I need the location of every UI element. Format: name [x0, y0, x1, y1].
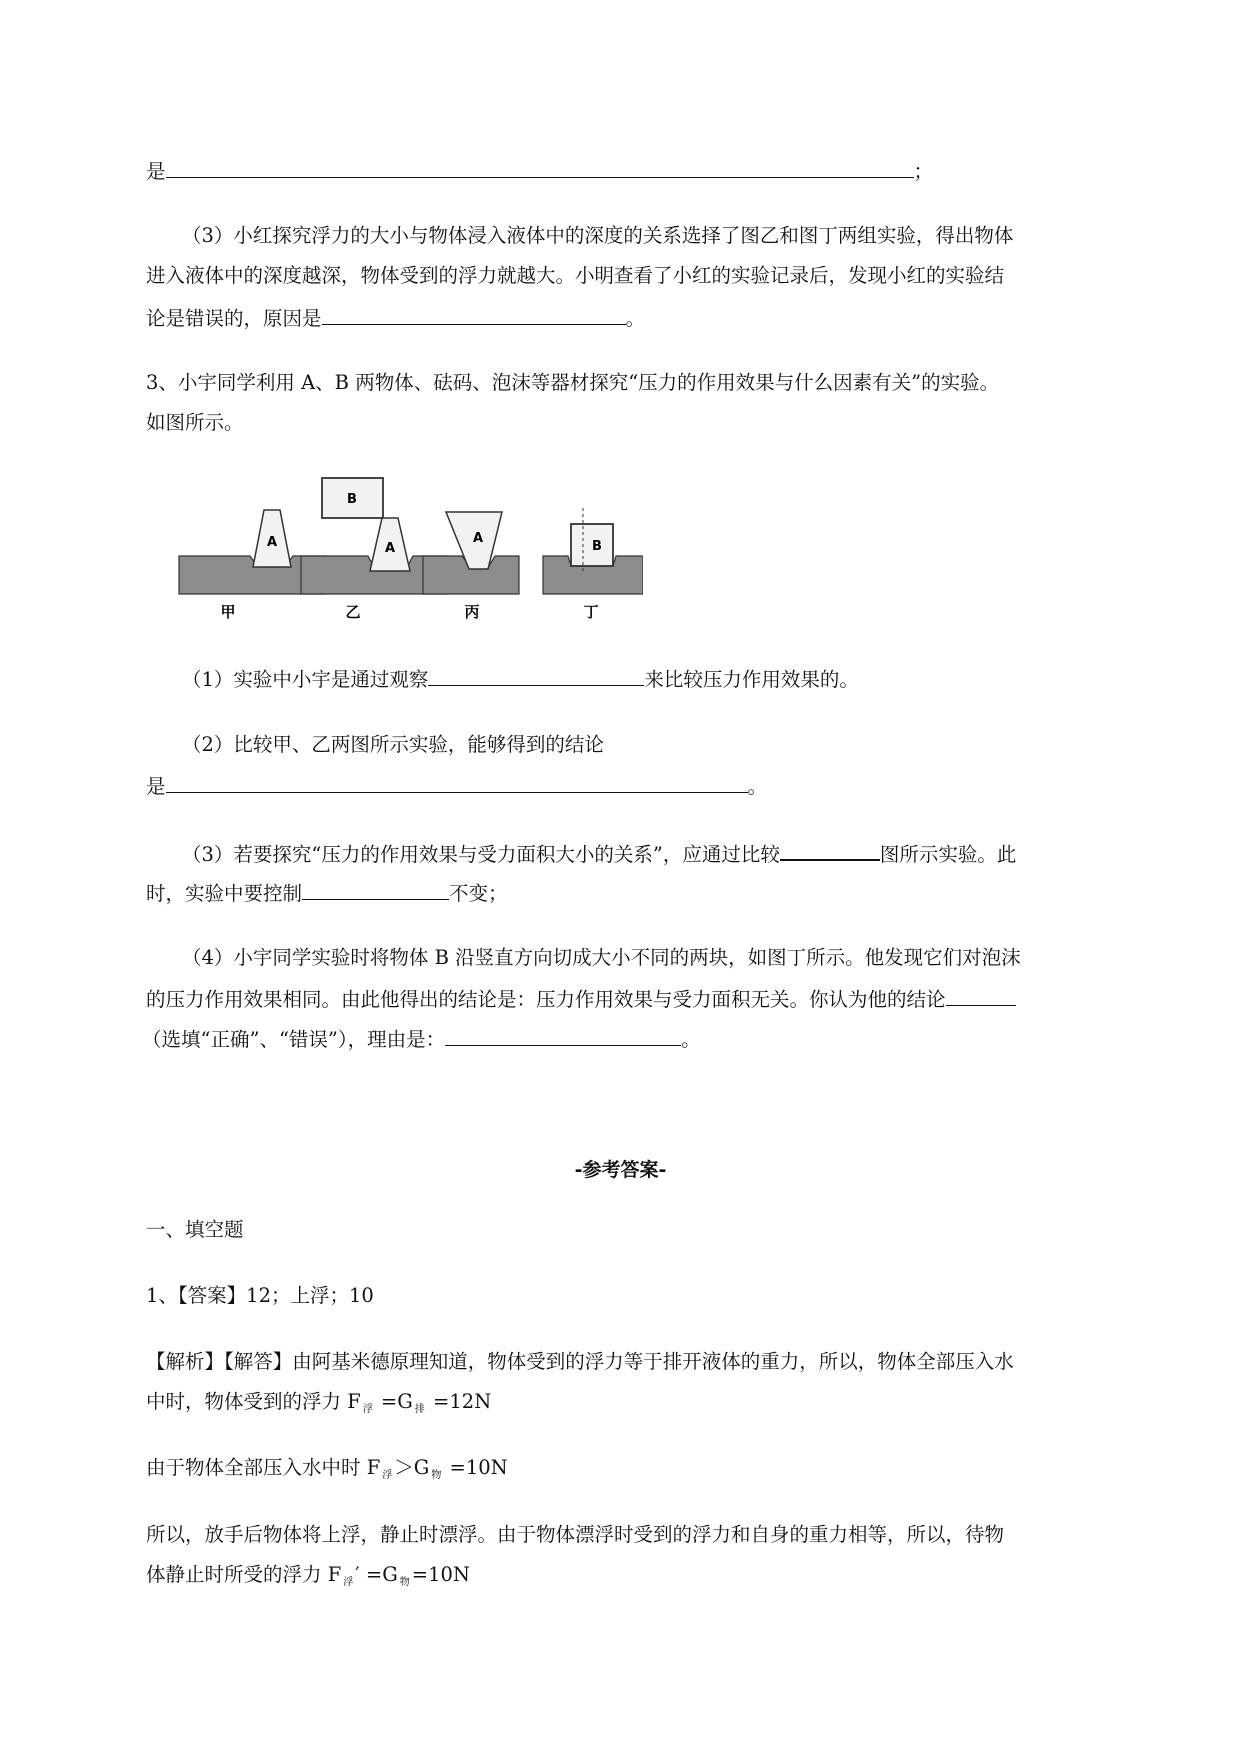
answer-1: 1、【答案】12；上浮；10: [146, 1284, 374, 1307]
section-heading: 一、填空题: [146, 1218, 244, 1241]
q3-part4-line3: [142, 1023, 701, 1055]
caption-yi: 乙: [345, 603, 361, 621]
answer-blank[interactable]: [166, 155, 914, 178]
text: 论是错误的，原因是: [146, 307, 322, 330]
text: =10N: [411, 1563, 470, 1586]
q3-part3-line2: [146, 877, 508, 909]
text: 时，实验中要控制: [146, 882, 303, 905]
text: （选填“正确”、“错误”），理由是：: [142, 1028, 446, 1051]
object-b-label: B: [592, 539, 602, 554]
q2-answer-line: [146, 155, 933, 187]
text: 不变；: [449, 882, 508, 905]
experiment-figure: [173, 474, 643, 624]
q3-intro-line2: 如图所示。: [146, 411, 244, 434]
subscript: 浮: [343, 1577, 354, 1588]
text: 。: [681, 1028, 701, 1051]
text: 。: [625, 307, 646, 330]
q3-part1: [182, 663, 859, 695]
text: 中时，物体受到的浮力 F: [146, 1390, 361, 1413]
answer-blank[interactable]: [302, 877, 449, 900]
text: ；: [913, 160, 934, 183]
q3-part4-line2: [146, 983, 1016, 1015]
text: =G: [374, 1390, 413, 1413]
analysis-line1: 【解析】【解答】由阿基米德原理知道，物体受到的浮力等于排开液体的重力，所以，物体全部压入水: [146, 1350, 1014, 1373]
caption-jia: 甲: [220, 603, 236, 621]
subscript: 浮: [382, 1470, 393, 1481]
answers-title: -参考答案-: [574, 1159, 667, 1181]
q3-part2-line2: [146, 770, 767, 802]
subscript: 浮: [362, 1404, 373, 1415]
text: =12N: [426, 1390, 492, 1413]
q2-part3-line1: （3）小红探究浮力的大小与物体浸入液体中的深度的关系选择了图乙和图丁两组实验，得出物体: [182, 224, 1014, 247]
panel-bing: [423, 512, 519, 621]
analysis-line4: 所以，放手后物体将上浮，静止时漂浮。由于物体漂浮时受到的浮力和自身的重力相等，所以，待物: [146, 1523, 1005, 1546]
answer-blank[interactable]: [445, 1023, 681, 1046]
object-a-label: A: [266, 535, 278, 550]
q2-part3-line3: [146, 302, 645, 334]
q3-intro-line1: 3、小宇同学利用 A、B 两物体、砝码、泡沫等器材探究“压力的作用效果与什么因素有关”的实验。: [146, 371, 1000, 394]
panel-ding: [543, 508, 643, 621]
q3-part2-line1: （2）比较甲、乙两图所示实验，能够得到的结论: [182, 733, 604, 756]
text: =10N: [443, 1456, 508, 1479]
answer-blank[interactable]: [322, 302, 626, 325]
text: 图所示实验。此: [879, 843, 1017, 866]
text: ′ =G: [355, 1563, 398, 1586]
answer-blank[interactable]: [428, 663, 644, 686]
text: （1）实验中小宇是通过观察: [182, 668, 429, 691]
answer-blank[interactable]: [780, 837, 880, 861]
subscript: 排: [414, 1404, 425, 1415]
text: 体静止时所受的浮力 F: [146, 1563, 342, 1586]
q3-part3-line1: [182, 837, 1016, 870]
q3-part4-line1: （4）小宇同学实验时将物体 B 沿竖直方向切成大小不同的两块，如图丁所示。他发现它们对泡沫: [182, 946, 1021, 969]
text: 是: [146, 775, 166, 798]
caption-bing: 丙: [464, 603, 480, 621]
answer-blank[interactable]: [166, 770, 748, 793]
object-b-label: B: [347, 492, 357, 507]
analysis-line5: [146, 1560, 470, 1598]
object-a-label: A: [472, 531, 484, 546]
panel-yi: [301, 478, 448, 621]
text: ＞G: [394, 1456, 430, 1479]
text: 的压力作用效果相同。由此他得出的结论是：压力作用效果与受力面积无关。你认为他的结论: [146, 988, 946, 1011]
analysis-line3: [146, 1453, 508, 1491]
answer-blank[interactable]: [946, 983, 1016, 1006]
caption-ding: 丁: [583, 603, 599, 621]
text: 来比较压力作用效果的。: [644, 668, 859, 691]
text: 。: [747, 775, 768, 798]
subscript: 物: [431, 1470, 442, 1481]
text: （3）若要探究“压力的作用效果与受力面积大小的关系”，应通过比较: [182, 843, 780, 866]
text: 是: [146, 160, 166, 183]
object-a-label: A: [384, 541, 396, 556]
q2-part3-line2: 进入液体中的深度越深，物体受到的浮力就越大。小明查看了小红的实验记录后，发现小红的实验结: [146, 264, 1005, 287]
analysis-line2: [146, 1387, 491, 1425]
subscript: 物: [399, 1577, 410, 1588]
text: 由于物体全部压入水中时 F: [146, 1456, 381, 1479]
